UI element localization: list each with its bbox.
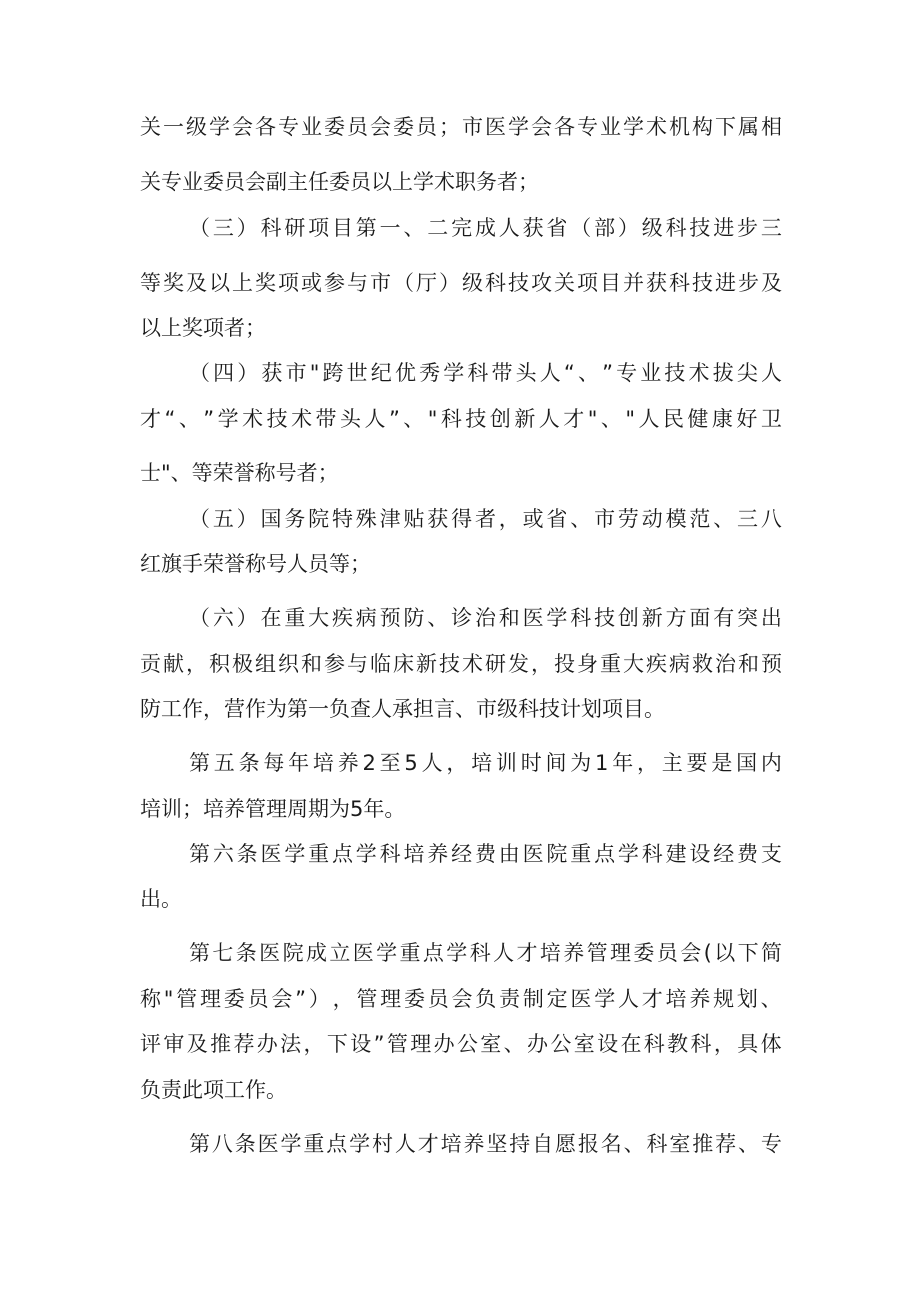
text-line-4: 等 奖 及 以 上 奖 项 或 参 与 市 （ 厅 ） 级 科 技 攻 关 项 目 并 获 科 技 进 步 及 — [140, 271, 782, 295]
text-line-17: 出。 — [140, 887, 182, 911]
text-line-15: 培训；培养管理周期为5年。 — [140, 797, 406, 821]
text-line-10: 红旗手荣誉称号人员等； — [140, 552, 371, 576]
text-line-5: 以上奖项者； — [140, 316, 266, 340]
text-line-18: 第 七 条 医 院 成 立 医 学 重 点 学 科 人 才 培 养 管 理 委 员 会 ( 以 下 简 — [189, 941, 782, 965]
text-line-13: 防工作，营作为第一负查人承担言、市级科技计划项目。 — [140, 697, 665, 721]
text-line-2: 关专业委员会副主任委员以上学术职务者； — [140, 170, 539, 194]
text-line-22: 第 八 条 医 学 重 点 学 村 人 才 培 养 坚 持 自 愿 报 名 、 科 室 推 荐 、 专 — [189, 1132, 782, 1156]
text-line-11: （ 六 ） 在 重 大 疾 病 预 防 、 诊 治 和 医 学 科 技 创 新 方 面 有 突 出 — [189, 606, 782, 630]
text-line-20: 评 审 及 推 荐 办 法 ， 下 设 ” 管 理 办 公 室 、 办 公 室 设 在 科 教 科 ， 具 体 — [140, 1032, 782, 1056]
text-line-9: （ 五 ） 国 务 院 特 殊 津 贴 获 得 者 ， 或 省 、 市 劳 动 模 范 、 三 八 — [189, 507, 782, 531]
text-line-14: 第 五 条 每 年 培 养 2 至 5 人 ， 培 训 时 间 为 1 年 ， 主 要 是 国 内 — [189, 751, 782, 775]
text-line-7: 才 “ 、 ” 学 术 技 术 带 头 人 ” 、 " 科 技 创 新 人 才 " 、 " 人 民 健 康 好 卫 — [140, 407, 782, 431]
text-line-8: 士"、等荣誉称号者； — [140, 461, 339, 485]
text-line-21: 负责此项工作。 — [140, 1078, 287, 1102]
text-line-19: 称 " 管 理 委 员 会 ” ） ， 管 理 委 员 会 负 责 制 定 医 学 人 才 培 养 规 划 、 — [140, 987, 782, 1011]
text-line-12: 贡 献 ， 积 极 组 织 和 参 与 临 床 新 技 术 研 发 ， 投 身 重 大 疾 病 救 治 和 预 — [140, 652, 782, 676]
text-line-16: 第 六 条 医 学 重 点 学 科 培 养 经 费 由 医 院 重 点 学 科 建 设 经 费 支 — [189, 842, 782, 866]
text-line-6: （ 四 ） 获 市 " 跨 世 纪 优 秀 学 科 带 头 人 “ 、 ” 专 业 技 术 拔 尖 人 — [189, 361, 782, 385]
text-line-1: 关 一 级 学 会 各 专 业 委 员 会 委 员 ； 市 医 学 会 各 专 业 学 术 机 构 下 属 相 — [140, 115, 782, 139]
text-line-3: （ 三 ） 科 研 项 目 第 一 、 二 完 成 人 获 省 （ 部 ） 级 科 技 进 步 三 — [189, 216, 782, 240]
